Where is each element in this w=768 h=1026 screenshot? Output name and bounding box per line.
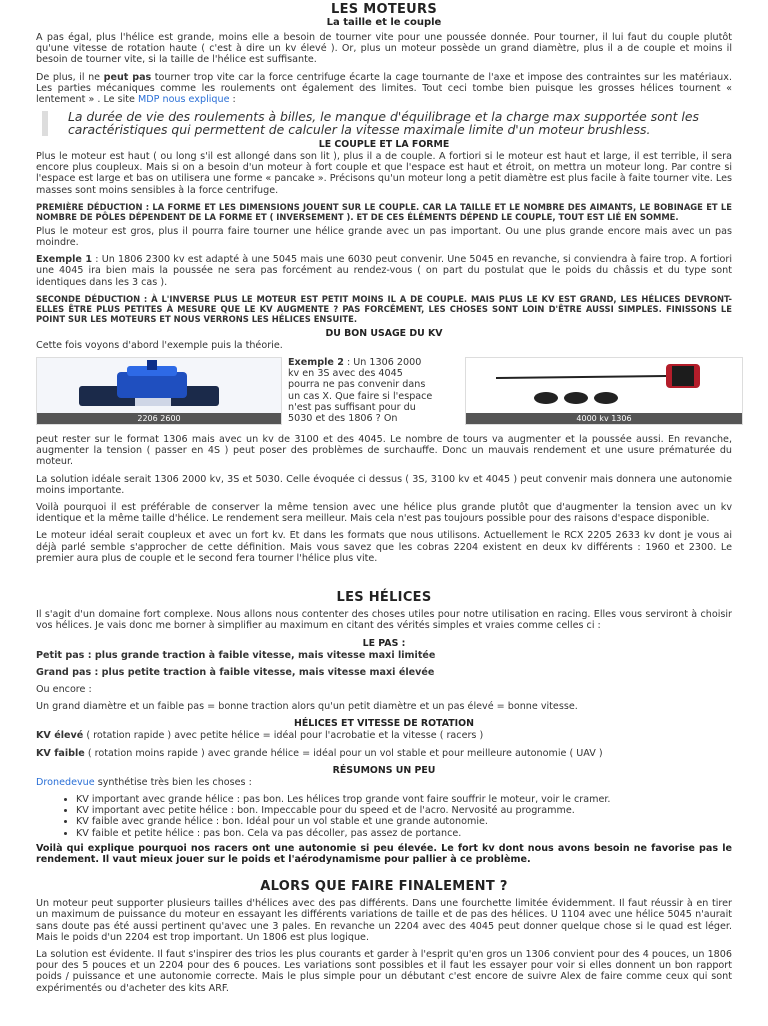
kv-eleve: [36, 730, 732, 741]
intro-text-a: De plus, il ne: [36, 71, 104, 83]
example-1-text: : Un 1806 2300 kv est adapté à une 5045 mais une 6030 peut convenir. Une 5045 en revanche, si conviendra à faire trop. A fortiori une 4045 ira bien mais la poussée ne sera pas forcément au rendez-vous ( on part du postulat que le poids du châssis et du type sont identiques dans les 3 cas ).: [36, 254, 732, 288]
example-2-text: [288, 357, 434, 424]
page-title: LES MOTEURS: [330, 2, 438, 17]
heading-final: ALORS QUE FAIRE FINALEMENT ?: [260, 879, 508, 895]
dronedevue-text: synthétise très bien les choses :: [94, 776, 252, 788]
deduction-1: PREMIÈRE DÉDUCTION : LA FORME ET LES DIMENSIONS JOUENT SUR LE COUPLE. CAR LA TAILLE ET LE NOMBRE DES AIMANTS, LE BOBINAGE ET LE NOMBRE DE PÔLES DÉPENDENT DE LA FORME ET ( INVERSEMENT ). ET DE CES ÉLÉMENTS DÉPEND LE COUPLE, TOUT EST LIÉ EN SOMME.: [36, 201, 732, 222]
solution-paragraph: La solution idéale serait 1306 2000 kv, 3S et 5030. Celle évoquée ci dessus ( 3S, 3100 kv et 4045 ) peut convenir mais donnera une autonomie moins importante.: [36, 473, 732, 496]
caption-left: 2206 2600: [37, 413, 281, 424]
kv-faible-text: ( rotation moins rapide ) avec grande hélice = idéal pour un vol stable et pour meilleure autonomie ( UAV ): [84, 747, 603, 759]
kv-faible-label: KV faible: [36, 747, 85, 759]
dronedevue-paragraph: [36, 777, 732, 788]
diametre-paragraph: Un grand diamètre et un faible pas = bonne traction alors qu'un petit diamètre et un pas élevé = bonne vitesse.: [36, 701, 578, 713]
grand-pas: Grand pas : plus petite traction à faible vitesse, mais vitesse maxi élevée: [36, 666, 435, 678]
petit-pas: Petit pas : plus grande traction à faible vitesse, mais vitesse maxi limitée: [36, 649, 436, 661]
list-item: • KV important avec petite hélice : bon. Impeccable pour du speed et de l'acro. Nervosité au programme.: [76, 805, 732, 816]
summary-list: [36, 794, 732, 839]
red-motor-illustration: [466, 358, 742, 413]
blue-motor-illustration: [37, 358, 281, 413]
deduction-2: SECONDE DÉDUCTION : À L'INVERSE PLUS LE MOTEUR EST PETIT MOINS IL A DE COUPLE. MAIS PLUS LE KV EST GRAND, LES HÉLICES DEVRONT-ELLES ÊTRE PLUS PETITES À MESURE QUE LE KV AUGMENTE ? PAS FORCÉMENT, LES CHOSES SONT LOIN D'ÊTRE AUSSI SIMPLES. FINISSONS LE POINT SUR LES MOTEURS ET NOUS VERRONS LES HÉLICES ENSUITE.: [36, 293, 732, 324]
couple-paragraph-1: Plus le moteur est haut ( ou long s'il est allongé dans son lit ), plus il a de couple. A fortiori si le moteur est haut et large, il est terrible, il sera encore plus coupleux. Mais si on a besoin d'un moteur à fort couple et que l'espace est haut et étroit, on mettra un moteur long. Par contre si l'espace est large et bas on utilisera une forme « pancake ». Précisons qu'un moteur long a petit diamètre est plus facile à faite tourner vite. Les masses sont moins sensibles à la force centrifuge.: [36, 151, 732, 196]
kv-eleve-text: ( rotation rapide ) avec petite hélice = idéal pour l'acrobatie et la vitesse ( racers ): [83, 730, 484, 742]
intro-text-c: tourner trop vite car la force centrifuge écarte la cage tournante de l'axe et impose des contraintes sur les matériaux. Les parties mécaniques comme les roulements ont également des limites. Tout ceci tombe bien puisque les grosses hélices tournent « lentement » . Le site: [36, 71, 732, 106]
ou-encore: Ou encore :: [36, 683, 92, 695]
intro-paragraph-2: [36, 72, 732, 106]
list-item: • KV faible et petite hélice : pas bon. Cela va pas décoller, pas assez de portance.: [76, 828, 732, 839]
heading-couple-forme: LE COUPLE ET LA FORME: [318, 139, 450, 151]
list-item: • KV important avec grande hélice : pas bon. Les hélices trop grande vont faire souffrir le moteur, voir le cramer.: [76, 794, 732, 805]
motor-image-2206: [36, 357, 282, 425]
example-2-continuation: peut rester sur le format 1306 mais avec un kv de 3100 et des 4045. Le nombre de tours va augmenter et la poussée aussi. En revanche, augmenter la tension ( passer en 4S ) peut poser des problèmes de surchauffe. Donc un mauvais rendement et une usure prématurée du moteur.: [36, 434, 732, 468]
example-2-block: [36, 357, 732, 434]
quote-block: La durée de vie des roulements à billes, le manque d'équilibrage et la charge max supportée sont les caractéristiques qui permettent de calculer la vitesse maximale limite d'un moteur brushless.: [42, 111, 732, 136]
motor-image-1306: [465, 357, 743, 425]
heading-resumons: RÉSUMONS UN PEU: [332, 764, 436, 776]
voila-bold-paragraph: Voilà qui explique pourquoi nos racers ont une autonomie si peu élevée. Le fort kv dont nous avons besoin ne favorise pas le rendement. Il vaut mieux jouer sur le poids et l'aérodynamisme pour pallier à ce problème.: [36, 842, 732, 865]
example-2-body: : Un 1306 2000 kv en 3S avec des 4045 pourra ne pas convenir dans un cas X. Que faire si l'espace n'est pas suffisant pour du 5030 et des 1806 ? On: [288, 357, 433, 425]
couple-paragraph-2: Plus le moteur est gros, plus il pourra faire tourner une hélice grande avec un pas important. Ou une plus grande encore mais avec un pas moindre.: [36, 225, 732, 249]
helices-section: [36, 590, 732, 994]
intro-text-bold: peut pas: [103, 71, 152, 83]
bon-usage-paragraph: Cette fois voyons d'abord l'exemple puis la théorie.: [36, 339, 283, 351]
example-1: [36, 254, 732, 288]
heading-pas: LE PAS :: [362, 637, 406, 649]
example-2-label: Exemple 2: [288, 357, 344, 369]
heading-rotation: HÉLICES ET VITESSE DE ROTATION: [294, 718, 474, 730]
voila-paragraph: Voilà pourquoi il est préférable de conserver la même tension avec une hélice plus grande plutôt que d'augmenter la tension avec un kv identique et la même taille d'hélice. Le rendement sera meilleur. Mais cela n'est pas toujours possible pour des raisons d'espace disponible.: [36, 502, 732, 525]
example-1-label: Exemple 1: [36, 254, 93, 266]
helices-paragraph-1: Il s'agit d'un domaine fort complexe. Nous allons nous contenter des choses utiles pour notre utilisation en racing. Elles vous serviront à choisir vos hélices. Je vais donc me borner à simplifier au maximum en citant des vérités simples et vraies comme celles ci :: [36, 609, 732, 632]
final-paragraph-2: La solution est évidente. Il faut s'inspirer des trios les plus courants et garder à l'esprit qu'en gros un 1306 convient pour des 4 pouces, un 1806 pour des 5 pouces et un 2204 pour des 6 pouces. Les variations sont possibles et il faut les essayer pour voir si elles donnent un bon rapport poids / puissance et une autonomie correcte. Mais le plus simple pour un débutant c'est encore de suivre Alex de faire comme ceux qui sont expérimentés ou d'acheter des kits ARF.: [36, 948, 732, 994]
kv-eleve-label: KV élevé: [36, 730, 84, 742]
moteur-ideal-paragraph: Le moteur idéal serait coupleux et avec un fort kv. Et dans les formats que nous utilisons. Actuellement le RCX 2205 2633 kv dont je vous ai déjà parlé semble s'approcher de cette définition. Mais vous savez que les cobras 2204 existent en deux kv différents : 1960 et 2300. Le premier aura plus de couple et le second fera tourner l'hélice plus vite.: [36, 530, 732, 564]
article: [0, 2, 768, 994]
intro-text-d: :: [229, 94, 236, 106]
dronedevue-link[interactable]: Dronedevue: [36, 776, 95, 788]
kv-faible: [36, 748, 732, 759]
heading-bon-usage: DU BON USAGE DU KV: [325, 327, 443, 339]
caption-right: 4000 kv 1306: [466, 413, 742, 424]
list-item: • KV faible avec grande hélice : bon. Idéal pour un vol stable et une grande autonomie.: [76, 816, 732, 827]
final-paragraph-1: Un moteur peut supporter plusieurs tailles d'hélices avec des pas différents. Dans une fourchette limitée évidemment. Il faut réussir à en tirer un maximum de puissance du moteur en essayant les différents variations de taille et de pas des hélices. U 1104 avec une hélice 5045 n'aurait sans doute pas été aussi pertinent qu'avec une 3 pales. En revanche un 2204 avec des 4045 peut donner quelque chose si le quad est léger. Mais le poids d'un 2204 est trop important. Un 1806 est plus logique.: [36, 898, 732, 943]
heading-helices: LES HÉLICES: [336, 590, 432, 606]
page-subtitle: La taille et le couple: [326, 17, 442, 28]
mdp-link[interactable]: MDP nous explique: [137, 94, 230, 106]
intro-paragraph-1: A pas égal, plus l'hélice est grande, moins elle a besoin de tourner vite pour une poussée donnée. Pour tourner, il lui faut du couple plutôt qu'une vitesse de rotation haute ( c'est à dire un kv élevé ). Or, plus un moteur possède un grand diamètre, plus il a de couple et moins il besoin de tourner vite, si la taille de l'hélice est suffisante.: [36, 32, 732, 66]
